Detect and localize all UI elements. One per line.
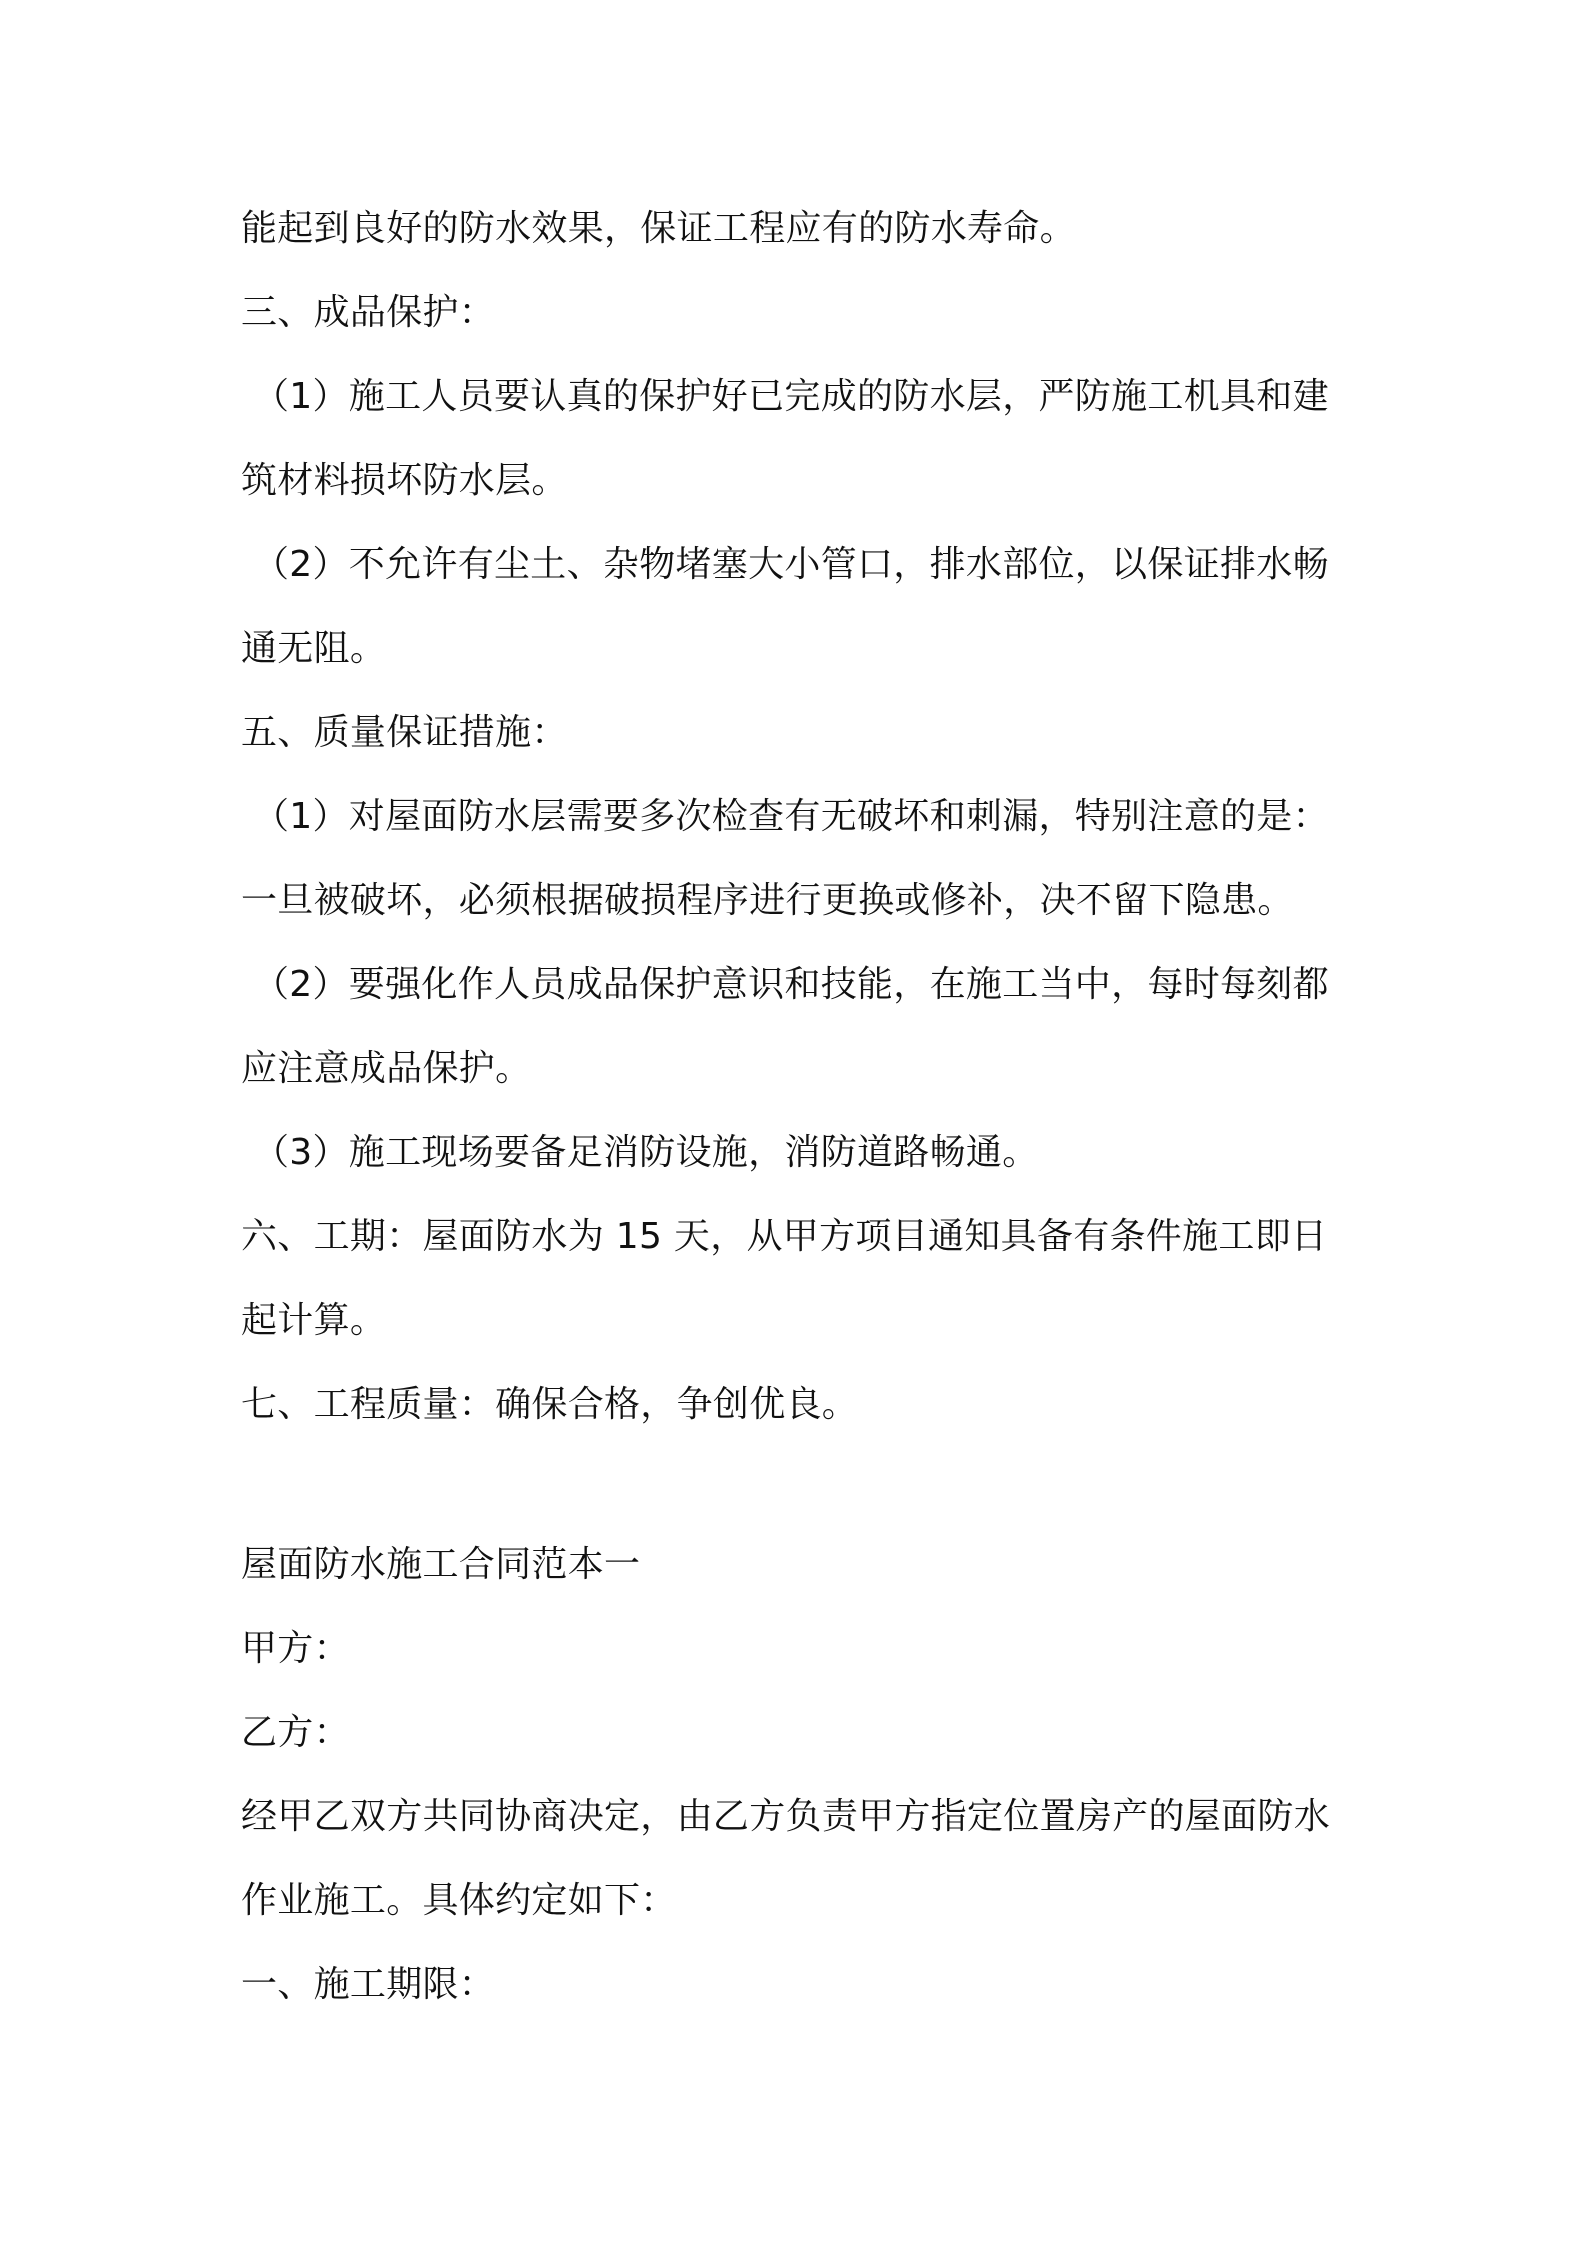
- paragraph-line: 作业施工。具体约定如下：: [241, 1880, 677, 1921]
- section-heading-construction-period: 一、施工期限：: [241, 1964, 496, 2005]
- paragraph-line: 一旦被破坏，必须根据破损程序进行更换或修补，决不留下隐患。: [241, 880, 1294, 921]
- paragraph-line: 能起到良好的防水效果，保证工程应有的防水寿命。: [241, 208, 1076, 249]
- party-a-label: 甲方：: [241, 1628, 350, 1669]
- paragraph-line: 通无阻。: [241, 628, 387, 669]
- section-heading-engineering-quality: 七、工程质量：确保合格，争创优良。: [241, 1384, 859, 1425]
- paragraph-line: 经甲乙双方共同协商决定，由乙方负责甲方指定位置房产的屋面防水: [241, 1796, 1331, 1837]
- section-heading-quality-assurance: 五、质量保证措施：: [241, 712, 568, 753]
- list-item-line: （3）施工现场要备足消防设施，消防道路畅通。: [253, 1132, 1039, 1173]
- paragraph-line: 应注意成品保护。: [241, 1048, 532, 1089]
- list-item-line: （2）要强化作人员成品保护意识和技能，在施工当中，每时每刻都: [253, 964, 1329, 1005]
- paragraph-line: 筑材料损坏防水层。: [241, 460, 568, 501]
- section-heading-schedule: 六、工期：屋面防水为 15 天，从甲方项目通知具备有条件施工即日: [241, 1216, 1328, 1257]
- paragraph-line: 起计算。: [241, 1300, 387, 1341]
- list-item-line: （2）不允许有尘土、杂物堵塞大小管口，排水部位，以保证排水畅: [253, 544, 1329, 585]
- section-heading-finished-product-protection: 三、成品保护：: [241, 292, 496, 333]
- document-title: 屋面防水施工合同范本一: [241, 1544, 641, 1585]
- party-b-label: 乙方：: [241, 1712, 350, 1753]
- list-item-line: （1）施工人员要认真的保护好已完成的防水层，严防施工机具和建: [253, 376, 1329, 417]
- list-item-line: （1）对屋面防水层需要多次检查有无破坏和刺漏，特别注意的是：: [253, 796, 1329, 837]
